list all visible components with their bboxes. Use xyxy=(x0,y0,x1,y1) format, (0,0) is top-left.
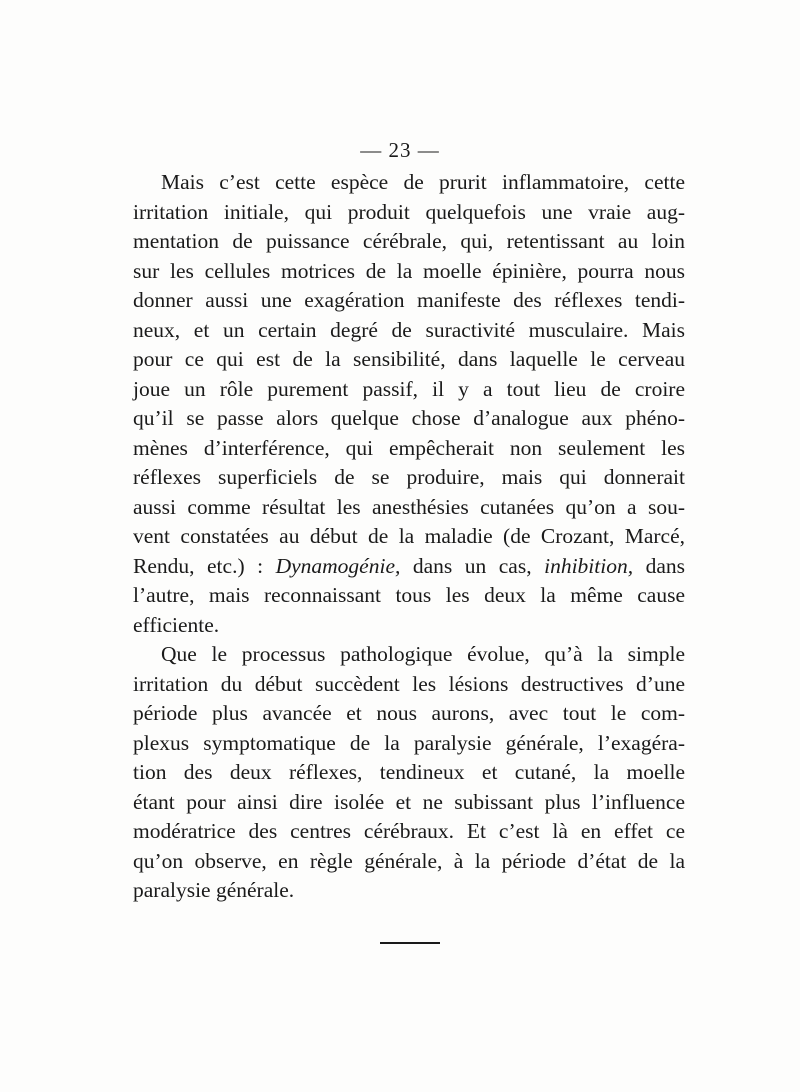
text-line: plexus symptomatique de la paralysie générale, l’exagéra- xyxy=(133,730,685,755)
text-run: dans xyxy=(633,553,685,578)
text-line: Mais c’est cette espèce de prurit inflammatoire, cette xyxy=(161,170,685,194)
text-line: paralysie générale. xyxy=(133,878,295,902)
text-line: mentation de puissance cérébrale, qui, retentissant au loin xyxy=(133,229,685,253)
text-line-mixed xyxy=(133,552,685,582)
text-line: modératrice des centres cérébraux. Et c’est là en effet ce xyxy=(133,819,685,843)
text-line: neux, et un certain degré de suractivité musculaire. Mais xyxy=(133,317,685,342)
paragraph-1 xyxy=(133,168,685,640)
text-line: réflexes superficiels de se produire, mais qui donnerait xyxy=(133,465,685,489)
page-number: — 23 — xyxy=(360,138,440,162)
text-line: qu’on observe, en règle générale, à la période d’état de la xyxy=(133,848,685,873)
text-line: sur les cellules motrices de la moelle épinière, pourra nous xyxy=(133,258,685,283)
italic-term-inhibition: inhibition, xyxy=(544,553,634,578)
text-line: mènes d’interférence, qui empêcherait non seulement les xyxy=(133,435,685,460)
text-line: efficiente. xyxy=(133,612,220,637)
text-line: l’autre, mais reconnaissant tous les deux la même cause xyxy=(133,583,685,607)
paragraph-2 xyxy=(133,640,685,906)
text-run: dans un cas, xyxy=(400,553,545,578)
text-line: aussi comme résultat les anesthésies cutanées qu’on a sou- xyxy=(133,494,685,519)
text-line: pour ce qui est de la sensibilité, dans laquelle le cerveau xyxy=(133,347,685,371)
text-line: irritation du début succèdent les lésions destructives d’une xyxy=(133,671,685,696)
text-run: Rendu, etc.) : xyxy=(133,553,276,578)
text-line: tion des deux réflexes, tendineux et cutané, la moelle xyxy=(133,760,685,784)
text-line: irritation initiale, qui produit quelquefois une vraie aug- xyxy=(133,199,685,224)
text-line: vent constatées au début de la maladie (de Crozant, Marcé, xyxy=(133,524,685,548)
text-line: joue un rôle purement passif, il y a tout lieu de croire xyxy=(133,376,685,401)
section-end-rule xyxy=(380,942,440,944)
italic-term-dynamogenie: Dynamogénie, xyxy=(275,553,401,578)
text-line: période plus avancée et nous aurons, avec tout le com- xyxy=(133,701,685,725)
body-text xyxy=(133,168,685,906)
text-line: qu’il se passe alors quelque chose d’analogue aux phéno- xyxy=(133,406,685,430)
text-line: étant pour ainsi dire isolée et ne subissant plus l’influence xyxy=(133,789,685,814)
text-line: donner aussi une exagération manifeste des réflexes tendi- xyxy=(133,288,685,312)
text-line: Que le processus pathologique évolue, qu’à la simple xyxy=(161,642,685,666)
